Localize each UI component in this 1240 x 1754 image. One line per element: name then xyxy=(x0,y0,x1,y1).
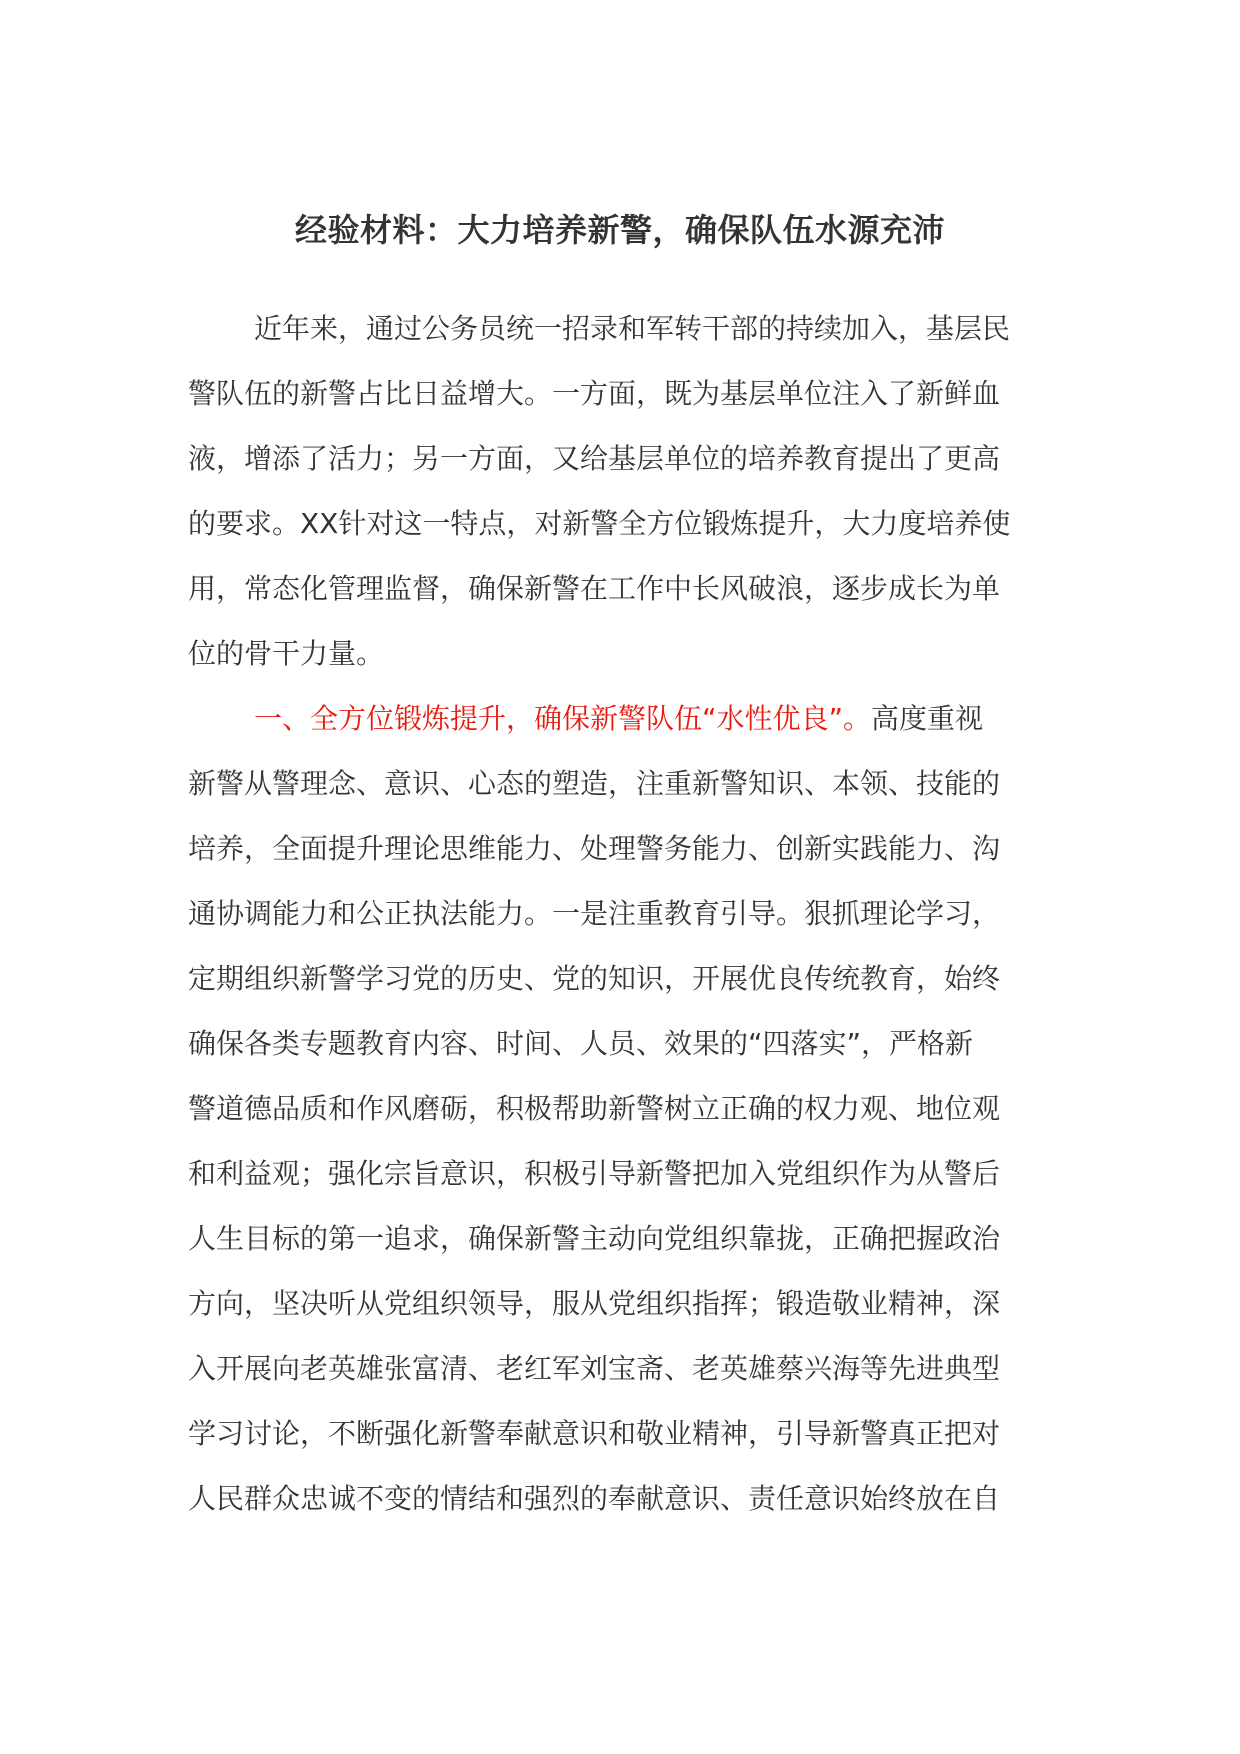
paragraph-line: 近年来，通过公务员统一招录和军转干部的持续加入，基层民 xyxy=(254,312,1011,345)
paragraph-line: 警道德品质和作风磨砺，积极帮助新警树立正确的权力观、地位观 xyxy=(188,1092,1001,1125)
paragraph-line: 警队伍的新警占比日益增大。一方面，既为基层单位注入了新鲜血 xyxy=(188,377,1001,410)
paragraph-line: 的要求。XX针对这一特点，对新警全方位锻炼提升，大力度培养使 xyxy=(188,507,1011,540)
section-heading: 一、全方位锻炼提升，确保新警队伍“水性优良”。 xyxy=(254,702,872,735)
paragraph-line: 学习讨论，不断强化新警奉献意识和敬业精神，引导新警真正把对 xyxy=(188,1417,1001,1450)
section-heading-line xyxy=(188,686,1056,751)
paragraph-line: 通协调能力和公正执法能力。一是注重教育引导。狠抓理论学习， xyxy=(188,897,1001,930)
paragraph-line: 用，常态化管理监督，确保新警在工作中长风破浪，逐步成长为单 xyxy=(188,572,1001,605)
paragraph-line: 方向，坚决听从党组织领导，服从党组织指挥；锻造敬业精神，深 xyxy=(188,1287,1001,1320)
paragraph-line: 液，增添了活力；另一方面，又给基层单位的培养教育提出了更高 xyxy=(188,442,1001,475)
paragraph-line: 培养，全面提升理论思维能力、处理警务能力、创新实践能力、沟 xyxy=(188,832,1001,865)
paragraph-line: 入开展向老英雄张富清、老红军刘宝斋、老英雄蔡兴海等先进典型 xyxy=(188,1352,1001,1385)
paragraph-line: 位的骨干力量。 xyxy=(188,637,385,670)
paragraph-line: 人民群众忠诚不变的情结和强烈的奉献意识、责任意识始终放在自 xyxy=(188,1482,1001,1515)
paragraph-line: 确保各类专题教育内容、时间、人员、效果的“四落实”，严格新 xyxy=(188,1027,974,1060)
paragraph-line: 定期组织新警学习党的历史、党的知识，开展优良传统教育，始终 xyxy=(188,962,1001,995)
paragraph-text: 高度重视 xyxy=(871,702,984,735)
paragraph-line: 和利益观；强化宗旨意识，积极引导新警把加入党组织作为从警后 xyxy=(188,1157,1001,1190)
document-title: 经验材料：大力培养新警，确保队伍水源充沛 xyxy=(294,211,945,249)
paragraph-line: 人生目标的第一追求，确保新警主动向党组织靠拢，正确把握政治 xyxy=(188,1222,1001,1255)
document-body xyxy=(188,296,1056,1531)
paragraph-line: 新警从警理念、意识、心态的塑造，注重新警知识、本领、技能的 xyxy=(188,767,1001,800)
